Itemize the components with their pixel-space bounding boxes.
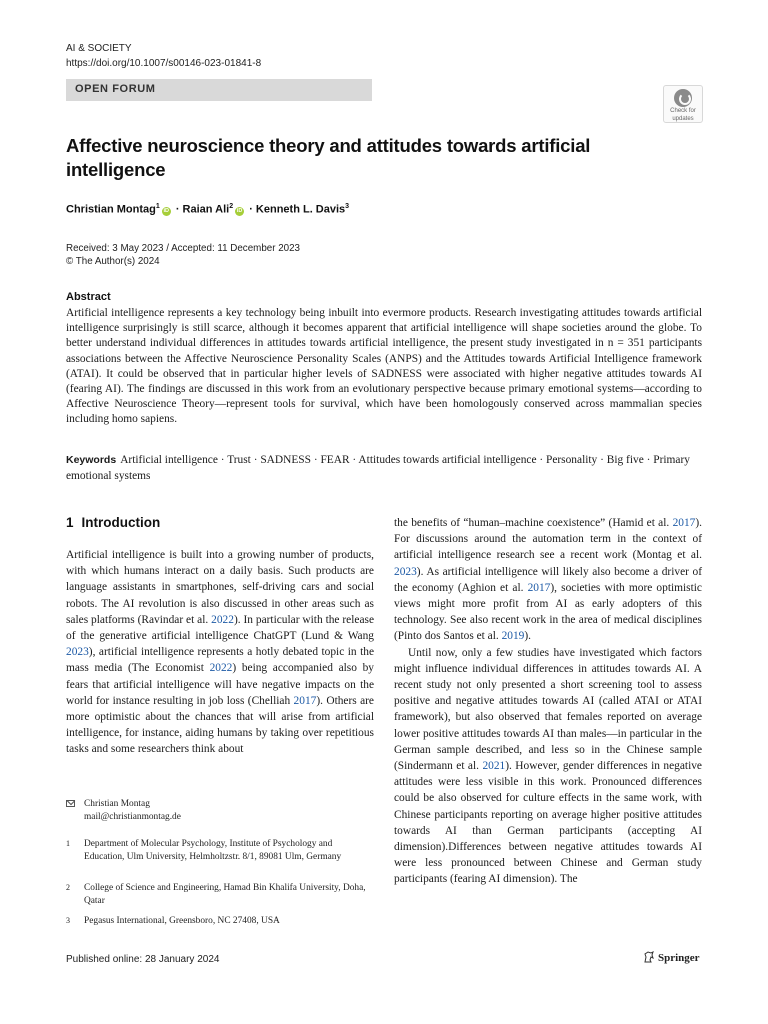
text-run: Artificial intelligence is built into a growing number of products, with which humans interact on a daily basis. Such products are language assistants in smartphones, self-driving cars and social robots. The AI revolution is also discussed in other areas such as sales platforms (Ravindar et al. <box>66 549 374 626</box>
published-date: Published online: 28 January 2024 <box>66 954 220 965</box>
text-run: ). As artificial intelligence will likely also become a driver of the economy (Aghion et al. <box>394 565 702 594</box>
section-label: OPEN FORUM <box>75 83 156 95</box>
affiliation-footnote <box>66 915 374 928</box>
affiliation-text: Pegasus International, Greensboro, NC 27408, USA <box>84 916 280 926</box>
citation-link[interactable]: 2019 <box>501 630 525 643</box>
citation-link[interactable]: 2022 <box>211 613 234 626</box>
text-run: ). Others are more optimistic about the chances that will arise from artificial intelligence, for instance, aiding humans by taking over repetitious tasks and some researchers think about <box>66 694 374 756</box>
section-heading <box>66 515 160 530</box>
paragraph <box>394 515 702 645</box>
received-accepted: Received: 3 May 2023 / Accepted: 11 December 2023 <box>66 243 300 254</box>
body-column-left <box>66 547 374 758</box>
article-history <box>66 242 300 268</box>
keywords <box>66 453 702 484</box>
text-run: ), artificial intelligence represents a hotly debated topic in the mass media (The Economist <box>66 646 374 675</box>
section-number: 1 <box>66 515 74 530</box>
footnote-mark: 3 <box>66 916 70 925</box>
keywords-label: Keywords <box>66 454 117 466</box>
abstract-heading: Abstract <box>66 291 111 303</box>
citation-link[interactable]: 2017 <box>293 694 317 707</box>
paragraph <box>394 645 702 888</box>
affiliation-footnote <box>66 882 374 907</box>
publisher-name: Springer <box>658 952 700 964</box>
corresponding-author: Christian Montag <box>84 799 150 809</box>
paragraph <box>66 547 374 758</box>
check-for-updates-badge[interactable] <box>663 85 703 123</box>
citation-link[interactable]: 2023 <box>66 646 89 659</box>
affiliation-footnote <box>66 838 374 863</box>
paper-title: Affective neuroscience theory and attitudes towards artificial intelligence <box>66 135 591 180</box>
text-run: ). However, gender differences in negative attitudes were less visible in this work. Pronounced differences could be also observed for culture effects in the same work, with Chinese participants reporting on average higher positive attitudes towards AI than German participants (accepting AI dimension).Differences between negative attitudes towards AI were less pronounced between Chinese and German study participants (fearing AI dimension). The <box>394 760 702 886</box>
publisher-logo <box>643 951 700 964</box>
check-line-2: updates <box>672 115 694 122</box>
crossmark-icon <box>674 89 692 107</box>
citation-link[interactable]: 2023 <box>394 565 417 578</box>
corresponding-email[interactable]: mail@christianmontag.de <box>84 811 181 822</box>
springer-horse-icon <box>643 951 655 963</box>
body-column-right <box>394 515 702 888</box>
author-separator: · <box>175 203 180 216</box>
author-name[interactable]: Raian Ali <box>182 203 230 216</box>
author-name[interactable]: Christian Montag <box>66 203 156 216</box>
journal-name: AI & SOCIETY <box>66 43 132 54</box>
text-run: Until now, only a few studies have investigated which factors might influence individual differences in attitudes towards AI. A recent study not only presented a short screening tool to assess positive and negative attitudes towards AI (called ATAI or ATAI framework), but also observed that females reported on average lower positive attitudes towards AI than males—in particular in the German sample described, and less so in the Chinese sample (Sindermann et al. <box>394 646 702 773</box>
section-banner <box>66 79 372 101</box>
footnote-mark: 1 <box>66 839 70 848</box>
citation-link[interactable]: 2022 <box>209 662 233 675</box>
keywords-text: Artificial intelligence · Trust · SADNESS · FEAR · Attitudes towards artificial intelligence · Personality · Big five · Primary emotional systems <box>66 454 690 482</box>
affiliation-text: College of Science and Engineering, Hamad Bin Khalifa University, Doha, Qatar <box>84 883 366 906</box>
citation-link[interactable]: 2021 <box>482 760 506 773</box>
journal-header <box>66 41 261 71</box>
text-run: ). In particular with the release of the generative artificial intelligence ChatGPT (Lund & Wang <box>66 613 374 643</box>
envelope-icon <box>66 800 75 807</box>
author-affiliation: 2 <box>229 203 234 210</box>
citation-link[interactable]: 2017 <box>527 581 551 594</box>
footnote-mark: 2 <box>66 883 70 892</box>
author-list <box>66 203 349 216</box>
text-run: ). For discussions around the automation term in the context of artificial intelligence research see a recent work (Montag et al. <box>394 517 702 562</box>
citation-link[interactable]: 2017 <box>672 517 696 529</box>
affiliation-text: Department of Molecular Psychology, Institute of Psychology and Education, Ulm University, Helmholtzstr. 8/1, 89081 Ulm, Germany <box>84 839 342 862</box>
text-run: ). <box>524 630 532 643</box>
text-run: ), societies with more optimistic views might more profit from AI as early adopters of this technology. See also recent work in the area of medical disciplines (Pinto dos Santos et al. <box>394 581 702 643</box>
orcid-icon[interactable]: iD <box>236 207 243 214</box>
author-affiliation: 1 <box>155 203 160 210</box>
author-separator: · <box>249 203 253 216</box>
check-line-1: Check for <box>670 108 696 114</box>
text-run: ) being accompanied also by fears that artificial intelligence will have negative impacts on the world for instance resulting in job loss (Chelliah <box>66 662 374 707</box>
author-name[interactable]: Kenneth L. Davis <box>255 203 346 216</box>
section-title: Introduction <box>81 515 161 530</box>
orcid-icon[interactable]: iD <box>163 207 169 214</box>
correspondence-footnote <box>66 798 374 823</box>
doi-link[interactable]: https://doi.org/10.1007/s00146-023-01841-8 <box>66 58 262 69</box>
abstract-text: Artificial intelligence represents a key technology being inbuilt into evermore products. Research investigating attitudes towards artificial intelligence surprisingly is still scarce, although it becomes apparent that artificial intelligence will shape societies around the globe. To better understand individual differences in attitudes towards artificial intelligence, the present study investigated in n = 351 participants associations between the Affective Neuroscience Personality Scales (ANPS) and the Attitudes towards Artificial Intelligence framework (ATAI). It could be observed that in particular higher levels of SADNESS were associated with higher negative attitudes towards AI (fearing AI). The findings are discussed in this work from an evolutionary perspective because primary emotional systems—according to Affective Neuroscience Theory—represent tools for survival, which have been homologously conserved across mammalian species including homo sapiens. <box>66 307 702 426</box>
author-affiliation: 3 <box>345 203 350 210</box>
copyright: © The Author(s) 2024 <box>66 256 160 267</box>
text-run: the benefits of “human–machine coexistence” (Hamid et al. <box>394 517 673 529</box>
